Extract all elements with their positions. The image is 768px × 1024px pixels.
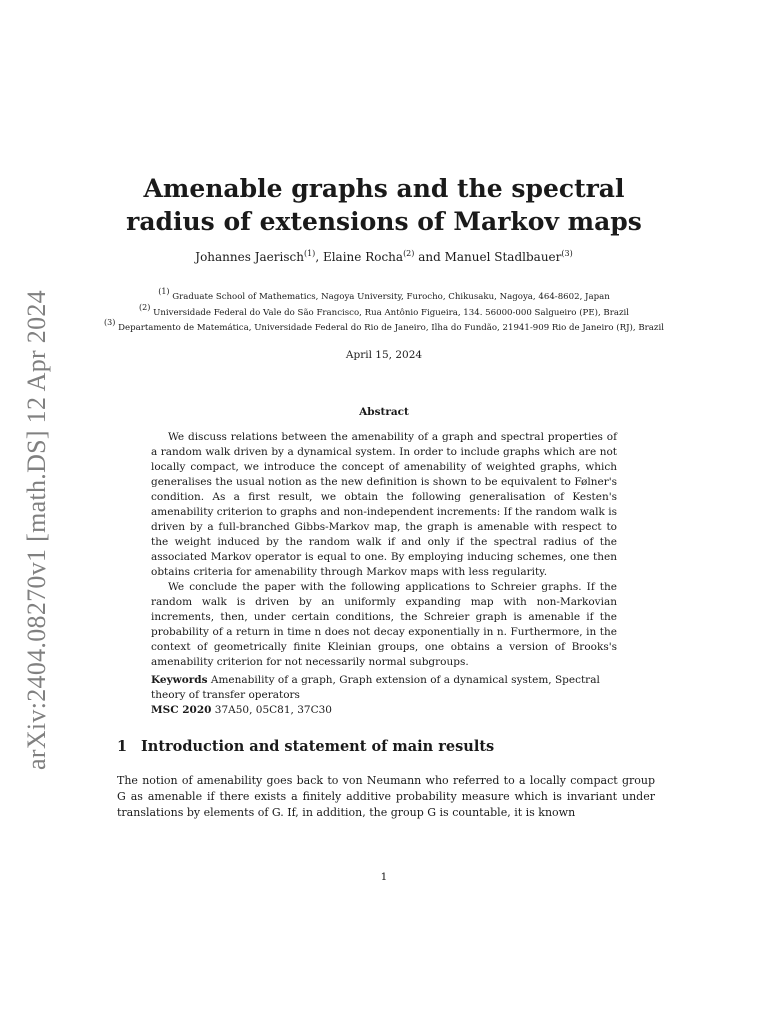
affiliation-list bbox=[100, 287, 668, 337]
keywords-text: Amenability of a graph, Graph extension of a dynamical system, Spectral theory of transfer operators bbox=[151, 674, 600, 701]
keywords-line bbox=[151, 673, 617, 703]
abstract-heading: Abstract bbox=[359, 406, 409, 418]
section-number: 1 bbox=[117, 738, 128, 755]
affiliation-text: Graduate School of Mathematics, Nagoya University, Furocho, Chikusaku, Nagoya, 464-8602, Japan bbox=[172, 292, 610, 302]
author-separator: and bbox=[414, 250, 445, 264]
section-title: Introduction and statement of main results bbox=[141, 738, 495, 755]
paper-date: April 15, 2024 bbox=[345, 349, 423, 361]
msc-text: 37A50, 05C81, 37C30 bbox=[214, 704, 332, 716]
intro-paragraph: The notion of amenability goes back to von Neumann who referred to a locally compact group G as amenable if there exists a finitely additive probability measure which is invariant under translations by elements of G. If, in addition, the group G is countable, it is known bbox=[117, 774, 655, 819]
keywords-block bbox=[151, 673, 617, 718]
author-list bbox=[0, 250, 768, 264]
abstract-paragraph: We discuss relations between the amenability of a graph and spectral properties of a random walk driven by a dynamical system. In order to include graphs which are not locally compact, we introduce the concept of amenability of weighted graphs, which generalises the usual notion as the new definition is shown to be equivalent to Følner's condition. As a first result, we obtain the following generalisation of Kesten's amenability criterion to graphs and non-independent increments: If the random walk is driven by a full-branched Gibbs-Markov map, the graph is amenable with respect to the weight induced by the random walk if and only if the spectral radius of the associated Markov operator is equal to one. By employing inducing schemes, one then obtains criteria for amenability through Markov maps with less regularity. bbox=[151, 431, 617, 578]
section-heading bbox=[117, 738, 494, 755]
affiliation-mark: (3) bbox=[104, 318, 116, 327]
page-number: 1 bbox=[380, 871, 388, 883]
intro-body bbox=[117, 773, 655, 821]
keywords-label: Keywords bbox=[151, 674, 208, 686]
author-name: Manuel Stadlbauer bbox=[444, 250, 562, 264]
affiliation-mark: (2) bbox=[139, 302, 151, 312]
author-mark: (3) bbox=[561, 249, 573, 258]
author-name: Elaine Rocha bbox=[322, 250, 404, 264]
affiliation-text: Departamento de Matemática, Universidade Federal do Rio de Janeiro, Ilha do Fundão, 21941-909 Rio de Janeiro (RJ), Brazil bbox=[118, 323, 664, 333]
abstract-body bbox=[151, 430, 617, 670]
msc-label: MSC 2020 bbox=[151, 704, 212, 716]
author-mark: (2) bbox=[403, 249, 415, 258]
author-separator: , bbox=[315, 250, 323, 264]
author-mark: (1) bbox=[303, 249, 316, 258]
affiliation-mark: (1) bbox=[158, 287, 170, 296]
author-name: Johannes Jaerisch bbox=[195, 250, 304, 264]
paper-title bbox=[0, 172, 768, 238]
msc-line bbox=[151, 703, 617, 718]
arxiv-stamp: arXiv:2404.08270v1 [math.DS] 12 Apr 2024 bbox=[22, 290, 51, 770]
title-line-2: radius of extensions of Markov maps bbox=[126, 207, 642, 236]
affiliation bbox=[100, 287, 668, 306]
title-line-1: Amenable graphs and the spectral bbox=[143, 174, 625, 203]
affiliation bbox=[100, 318, 668, 337]
affiliation bbox=[100, 302, 668, 322]
abstract-paragraph: We conclude the paper with the following applications to Schreier graphs. If the random walk is driven by an uniformly expanding map with non-Markovian increments, then, under certain conditions, the Schreier graph is amenable if the probability of a return in time n does not decay exponentially in n. Furthermore, in the context of geometrically finite Kleinian groups, one obtains a version of Brooks's amenability criterion for not necessarily normal subgroups. bbox=[151, 581, 617, 668]
affiliation-text: Universidade Federal do Vale do São Francisco, Rua Antônio Figueira, 134. 56000-000 Salgueiro (PE), Brazil bbox=[153, 307, 629, 318]
